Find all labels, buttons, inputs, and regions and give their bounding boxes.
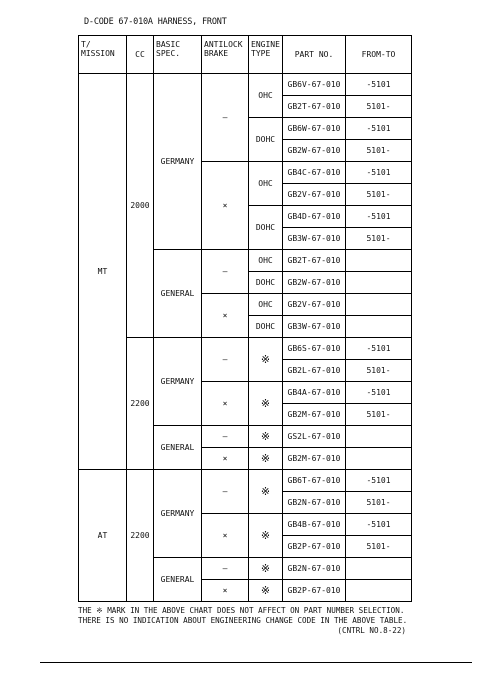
from-to: 5101- bbox=[346, 360, 412, 382]
from-to: 5101- bbox=[346, 184, 412, 206]
antilock-none: – bbox=[202, 470, 249, 514]
antilock-cross: × bbox=[202, 448, 249, 470]
antilock-none: – bbox=[202, 426, 249, 448]
transmission-at: AT bbox=[79, 470, 127, 602]
footnotes bbox=[78, 606, 414, 636]
spec-germany: GERMANY bbox=[154, 470, 202, 558]
from-to: -5101 bbox=[346, 118, 412, 140]
from-to: -5101 bbox=[346, 514, 412, 536]
table-row bbox=[79, 470, 412, 492]
engine-mark: ※ bbox=[249, 448, 283, 470]
document-title: D-CODE 67-010A HARNESS, FRONT bbox=[84, 17, 227, 27]
part-no: GB2T-67-010 bbox=[283, 96, 346, 118]
antilock-cross: × bbox=[202, 514, 249, 558]
engine-mark: ※ bbox=[249, 580, 283, 602]
from-to: -5101 bbox=[346, 338, 412, 360]
from-to: -5101 bbox=[346, 470, 412, 492]
engine-dohc: DOHC bbox=[249, 316, 283, 338]
engine-mark: ※ bbox=[249, 338, 283, 382]
part-no: GB4C-67-010 bbox=[283, 162, 346, 184]
engine-mark: ※ bbox=[249, 470, 283, 514]
col-engine-type: ENGINE TYPE bbox=[249, 36, 283, 74]
engine-ohc: OHC bbox=[249, 250, 283, 272]
from-to: 5101- bbox=[346, 404, 412, 426]
from-to: 5101- bbox=[346, 228, 412, 250]
from-to: 5101- bbox=[346, 140, 412, 162]
part-no: GB2W-67-010 bbox=[283, 140, 346, 162]
part-no: GB2V-67-010 bbox=[283, 294, 346, 316]
cc-2200: 2200 bbox=[127, 470, 154, 602]
from-to bbox=[346, 426, 412, 448]
header-row bbox=[79, 36, 412, 74]
from-to: 5101- bbox=[346, 536, 412, 558]
col-part-no: PART NO. bbox=[283, 36, 346, 74]
engine-ohc: OHC bbox=[249, 74, 283, 118]
footnote-line: THE ※ MARK IN THE ABOVE CHART DOES NOT AFFECT ON PART NUMBER SELECTION. bbox=[78, 606, 405, 615]
spec-general: GENERAL bbox=[154, 426, 202, 470]
part-no: GB6T-67-010 bbox=[283, 470, 346, 492]
from-to: 5101- bbox=[346, 492, 412, 514]
part-no: GB4A-67-010 bbox=[283, 382, 346, 404]
engine-dohc: DOHC bbox=[249, 272, 283, 294]
bottom-divider bbox=[40, 662, 472, 663]
spec-general: GENERAL bbox=[154, 558, 202, 602]
antilock-none: – bbox=[202, 558, 249, 580]
engine-ohc: OHC bbox=[249, 162, 283, 206]
col-basic-spec: BASIC SPEC. bbox=[154, 36, 202, 74]
col-antilock-brake: ANTILOCK BRAKE bbox=[202, 36, 249, 74]
from-to bbox=[346, 316, 412, 338]
engine-mark: ※ bbox=[249, 426, 283, 448]
engine-dohc: DOHC bbox=[249, 118, 283, 162]
from-to bbox=[346, 272, 412, 294]
part-no: GB2N-67-010 bbox=[283, 492, 346, 514]
antilock-cross: × bbox=[202, 580, 249, 602]
part-no: GS2L-67-010 bbox=[283, 426, 346, 448]
spec-germany: GERMANY bbox=[154, 74, 202, 250]
antilock-cross: × bbox=[202, 294, 249, 338]
table-row bbox=[79, 74, 412, 96]
antilock-cross: × bbox=[202, 382, 249, 426]
cc-2000: 2000 bbox=[127, 74, 154, 338]
part-no: GB6V-67-010 bbox=[283, 74, 346, 96]
harness-table bbox=[78, 35, 412, 602]
cc-2200: 2200 bbox=[127, 338, 154, 470]
part-no: GB2M-67-010 bbox=[283, 404, 346, 426]
from-to bbox=[346, 448, 412, 470]
part-no: GB2P-67-010 bbox=[283, 580, 346, 602]
part-no: GB2P-67-010 bbox=[283, 536, 346, 558]
antilock-none: – bbox=[202, 338, 249, 382]
part-no: GB3W-67-010 bbox=[283, 228, 346, 250]
part-no: GB4D-67-010 bbox=[283, 206, 346, 228]
part-no: GB4B-67-010 bbox=[283, 514, 346, 536]
part-no: GB6W-67-010 bbox=[283, 118, 346, 140]
from-to: -5101 bbox=[346, 74, 412, 96]
part-no: GB2T-67-010 bbox=[283, 250, 346, 272]
control-number: (CNTRL NO.8-22) bbox=[337, 626, 406, 635]
part-no: GB3W-67-010 bbox=[283, 316, 346, 338]
from-to: -5101 bbox=[346, 206, 412, 228]
part-no: GB2L-67-010 bbox=[283, 360, 346, 382]
engine-ohc: OHC bbox=[249, 294, 283, 316]
from-to: -5101 bbox=[346, 382, 412, 404]
antilock-cross: × bbox=[202, 162, 249, 250]
from-to: -5101 bbox=[346, 162, 412, 184]
antilock-none: – bbox=[202, 74, 249, 162]
part-no: GB6S-67-010 bbox=[283, 338, 346, 360]
engine-mark: ※ bbox=[249, 514, 283, 558]
from-to bbox=[346, 558, 412, 580]
col-cc: CC bbox=[127, 36, 154, 74]
from-to: 5101- bbox=[346, 96, 412, 118]
col-from-to: FROM-TO bbox=[346, 36, 412, 74]
engine-mark: ※ bbox=[249, 382, 283, 426]
footnote-line: THERE IS NO INDICATION ABOUT ENGINEERING CHANGE CODE IN THE ABOVE TABLE. bbox=[78, 616, 408, 625]
from-to bbox=[346, 250, 412, 272]
engine-dohc: DOHC bbox=[249, 206, 283, 250]
part-no: GB2N-67-010 bbox=[283, 558, 346, 580]
spec-germany: GERMANY bbox=[154, 338, 202, 426]
spec-general: GENERAL bbox=[154, 250, 202, 338]
part-no: GB2M-67-010 bbox=[283, 448, 346, 470]
from-to bbox=[346, 580, 412, 602]
part-no: GB2V-67-010 bbox=[283, 184, 346, 206]
from-to bbox=[346, 294, 412, 316]
part-no: GB2W-67-010 bbox=[283, 272, 346, 294]
engine-mark: ※ bbox=[249, 558, 283, 580]
antilock-none: – bbox=[202, 250, 249, 294]
table-row bbox=[79, 338, 412, 360]
col-transmission: T/ MISSION bbox=[79, 36, 127, 74]
transmission-mt: MT bbox=[79, 74, 127, 470]
